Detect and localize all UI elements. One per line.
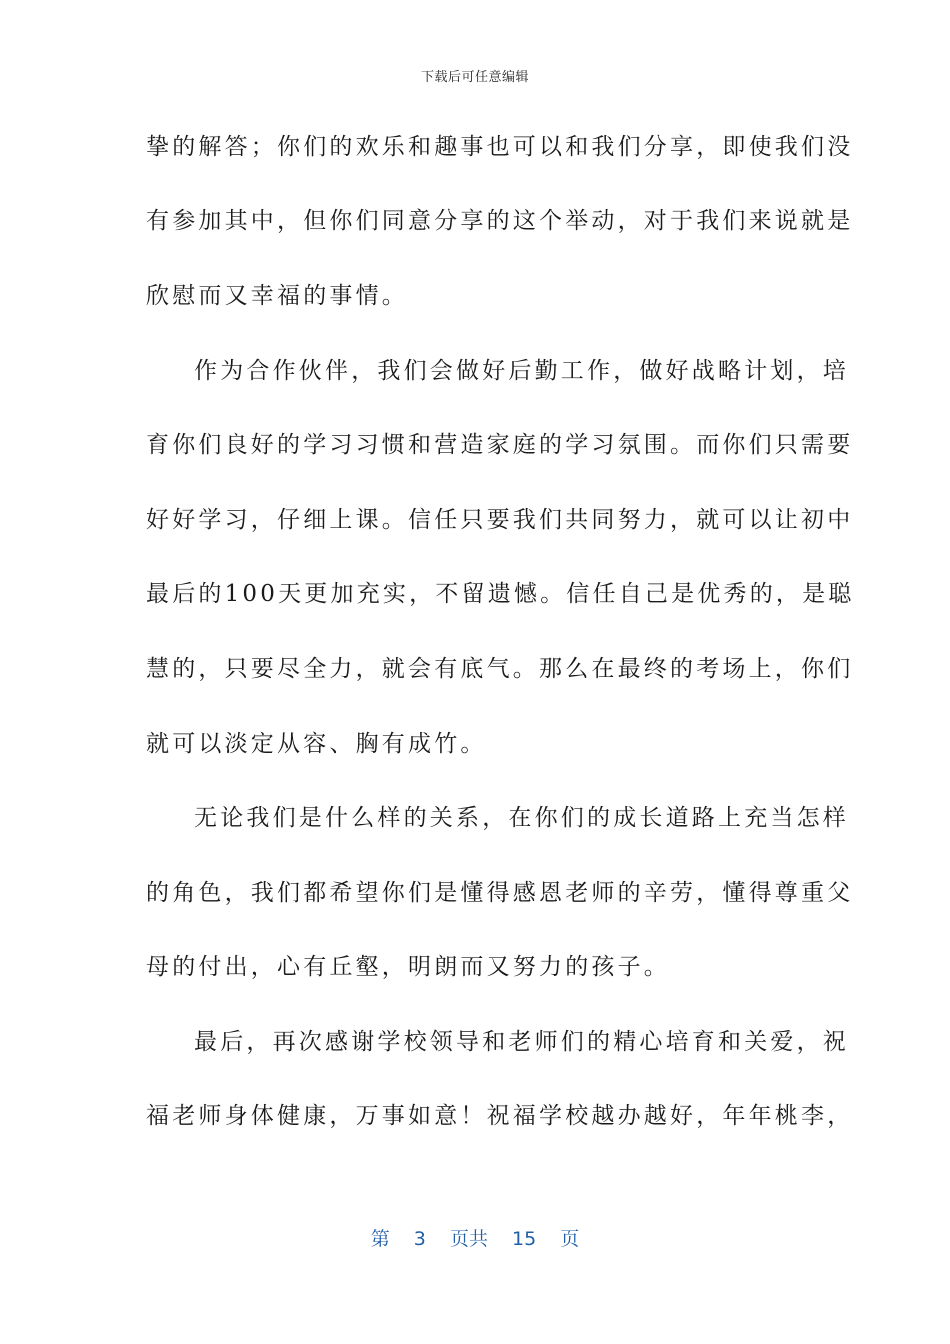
text-line: 好好学习，仔细上课。信任只要我们共同努力，就可以让初中 (146, 507, 854, 533)
text-line: 就可以淡定从容、胸有成竹。 (146, 731, 487, 757)
text-line: 最后的100天更加充实，不留遗憾。信任自己是优秀的，是聪 (146, 581, 855, 607)
paragraph-first-line: 无论我们是什么样的关系，在你们的成长道路上充当怎样 (194, 805, 849, 831)
text-line: 育你们良好的学习习惯和营造家庭的学习氛围。而你们只需要 (146, 432, 854, 458)
page-footer (0, 1224, 950, 1251)
text-line: 的角色，我们都希望你们是懂得感恩老师的辛劳，懂得尊重父 (146, 880, 854, 906)
footer-total-prefix: 页共 (449, 1228, 488, 1250)
text-line: 母的付出，心有丘壑，明朗而又努力的孩子。 (146, 954, 670, 980)
text-line: 慧的，只要尽全力，就会有底气。那么在最终的考场上，你们 (146, 656, 854, 682)
footer-page-number: 3 (413, 1228, 426, 1250)
footer-total-pages: 15 (512, 1228, 537, 1250)
paragraph-first-line: 最后，再次感谢学校领导和老师们的精心培育和关爱，祝 (194, 1029, 849, 1055)
header-note: 下载后可任意编辑 (420, 70, 529, 85)
footer-page-prefix: 第 (370, 1228, 390, 1250)
paragraph-first-line: 作为合作伙伴，我们会做好后勤工作，做好战略计划，培 (194, 358, 849, 384)
text-line: 欣慰而又幸福的事情。 (146, 283, 408, 309)
text-line: 有参加其中，但你们同意分享的这个举动，对于我们来说就是 (146, 208, 854, 234)
text-line: 挚的解答；你们的欢乐和趣事也可以和我们分享，即使我们没 (146, 134, 854, 160)
text-line: 福老师身体健康，万事如意！祝福学校越办越好，年年桃李， (146, 1103, 854, 1129)
footer-page-suffix: 页 (560, 1228, 580, 1250)
